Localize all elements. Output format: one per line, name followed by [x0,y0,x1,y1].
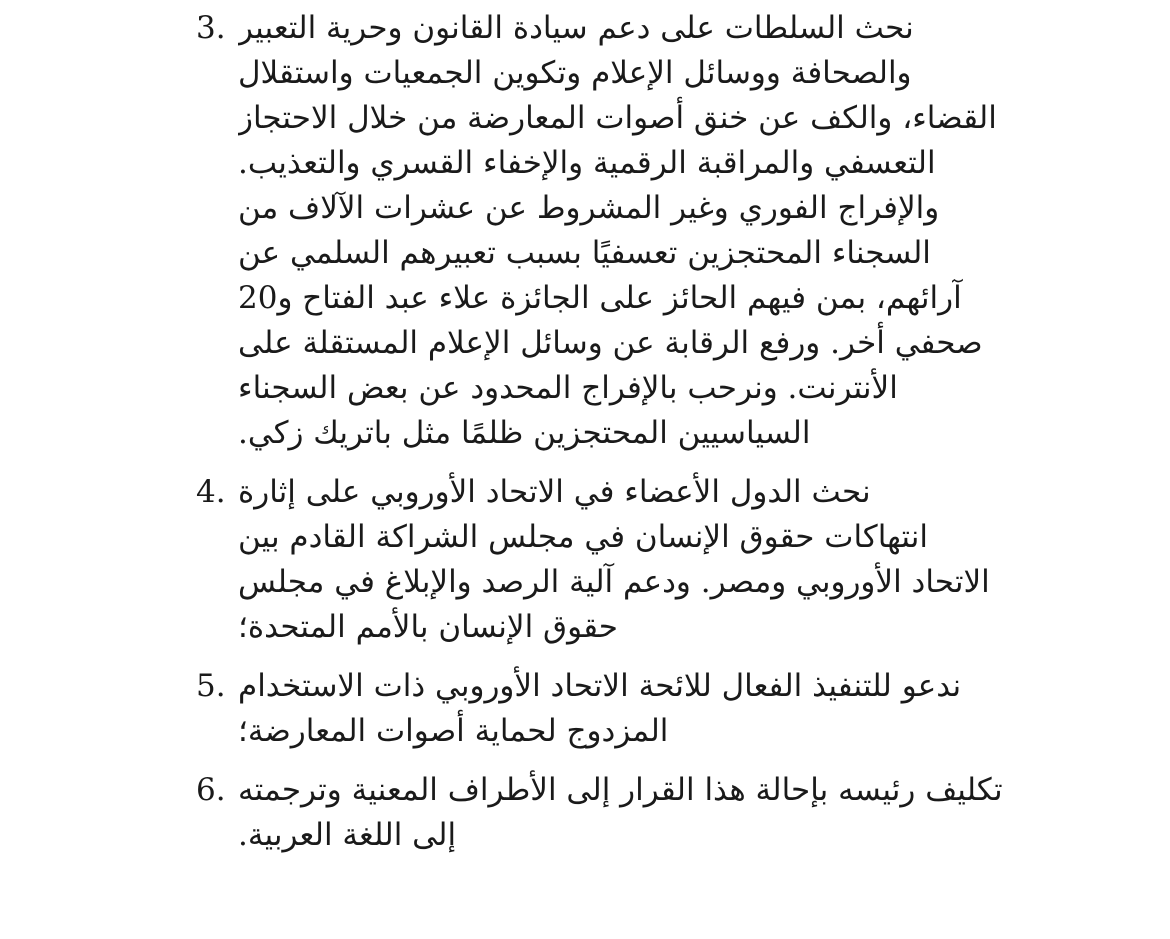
text-line: آرائهم، بمن فيهم الحائز على الجائزة علاء عبد الفتاح و20 [238,280,962,316]
document-page [196,6,1044,906]
text-line: السجناء المحتجزين تعسفيًا بسبب تعبيرهم السلمي عن [238,235,931,271]
list-item-6 [196,768,1044,858]
list-number: 4. [196,474,226,510]
text-line: إلى اللغة العربية. [238,817,457,853]
list-item-3 [196,6,1044,456]
text-line: نحث السلطات على دعم سيادة القانون وحرية التعبير [238,10,914,46]
text-line: والصحافة ووسائل الإعلام وتكوين الجمعيات واستقلال [238,55,912,91]
text-line: نحث الدول الأعضاء في الاتحاد الأوروبي على إثارة [238,474,871,510]
list-item-4 [196,470,1044,650]
text-line: صحفي أخر. ورفع الرقابة عن وسائل الإعلام المستقلة على [238,325,983,361]
text-line: تكليف رئيسه بإحالة هذا القرار إلى الأطراف المعنية وترجمته [238,772,1003,808]
text-line: المزدوج لحماية أصوات المعارضة؛ [238,713,669,749]
text-line: الاتحاد الأوروبي ومصر. ودعم آلية الرصد والإبلاغ في مجلس [238,564,990,600]
list-number: 6. [196,772,226,808]
text-line: والإفراج الفوري وغير المشروط عن عشرات الآلاف من [238,190,940,226]
text-line: انتهاكات حقوق الإنسان في مجلس الشراكة القادم بين [238,519,929,555]
text-line: التعسفي والمراقبة الرقمية والإخفاء القسري والتعذيب. [238,145,936,181]
list-item-5 [196,664,1044,754]
list-number: 5. [196,668,226,704]
text-line: القضاء، والكف عن خنق أصوات المعارضة من خلال الاحتجاز [238,100,997,136]
text-line: الأنترنت. ونرحب بالإفراج المحدود عن بعض السجناء [238,370,898,406]
list-number: 3. [196,10,226,46]
text-line: السياسيين المحتجزين ظلمًا مثل باتريك زكي. [238,415,811,451]
text-line: ندعو للتنفيذ الفعال للائحة الاتحاد الأوروبي ذات الاستخدام [238,668,962,704]
text-line: حقوق الإنسان بالأمم المتحدة؛ [238,609,618,645]
